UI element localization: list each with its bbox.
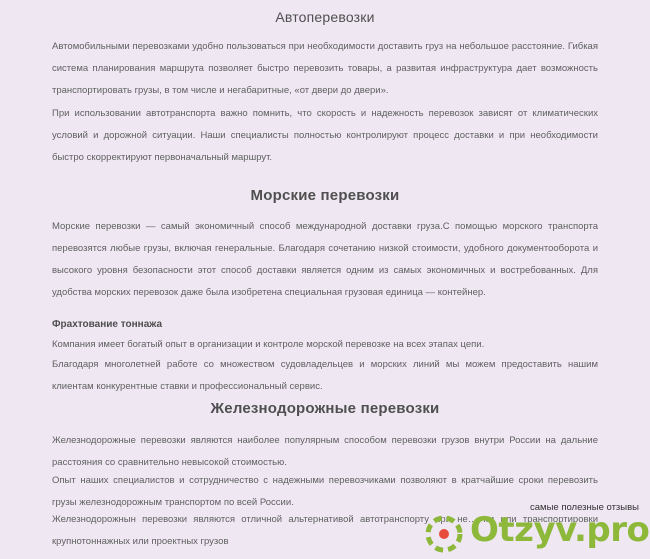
watermark-name: Otzyv.pro	[470, 510, 650, 550]
sea-paragraph-1: Морские перевозки — самый экономичный способ международной доставки груза.С помощью морского транспорта перевозятся любые грузы, включая генеральные. Благодаря сочетанию низкой стоимости, удобного документооборота и высокого уровня безопасности этот способ доставки является одним из самых экономичных и востребованных. Для удобства морских перевозок даже была изобретена специальная грузовая единица — контейнер.	[52, 221, 598, 298]
sea-title: Морские перевозки	[250, 187, 400, 204]
sea-subtitle: Фрахтование тоннажа	[52, 319, 163, 330]
rail-paragraph-1: Железнодорожные перевозки являются наиболее популярным способом перевозки грузов внутри России на дальние расстояния со сравнительно невысокой стоимостью.	[52, 435, 598, 468]
rail-paragraph-2: Опыт наших специалистов и сотрудничество с надежными перевозчиками позволяют в кратчайшие сроки перевозить грузы железнодорожным транспортом по всей России.	[52, 475, 598, 508]
rail-paragraph-3: Железнодорожнын перевозки являются отличной альтернативой автотранспорту при не… км или транспортировки крупнотоннажных или проектных грузов	[52, 514, 598, 547]
watermark-tagline: самые полезные отзывы	[530, 502, 639, 513]
rail-title: Железнодорожные перевозки	[210, 400, 440, 417]
auto-paragraph-1: Автомобильными перевозками удобно пользоваться при необходимости доставить груз на небольшое расстояние. Гибкая система планирования маршрута позволяет быстро перевозить товары, а развитая инфраструктура дает возможность транспортировать грузы, в том числе и негабаритные, «от двери до двери».	[52, 41, 598, 96]
sea-paragraph-2: Компания имеет богатый опыт в организации и контроле морской перевозке на всех этапах цепи.	[52, 339, 485, 350]
sea-paragraph-3: Благодаря многолетней работе со множеством судовладельцев и морских линий мы можем предоставить нашим клиентам конкурентные ставки и профессиональный сервис.	[52, 359, 598, 392]
auto-title: Автоперевозки	[275, 9, 375, 25]
auto-paragraph-2: При использовании автотранспорта важно помнить, что скорость и надежность перевозок зависят от климатических условий и дорожной ситуации. Наши специалисты полностью контролируют процесс доставки и при необходимости быстро скорректируют первоначальный маршрут.	[52, 108, 598, 163]
